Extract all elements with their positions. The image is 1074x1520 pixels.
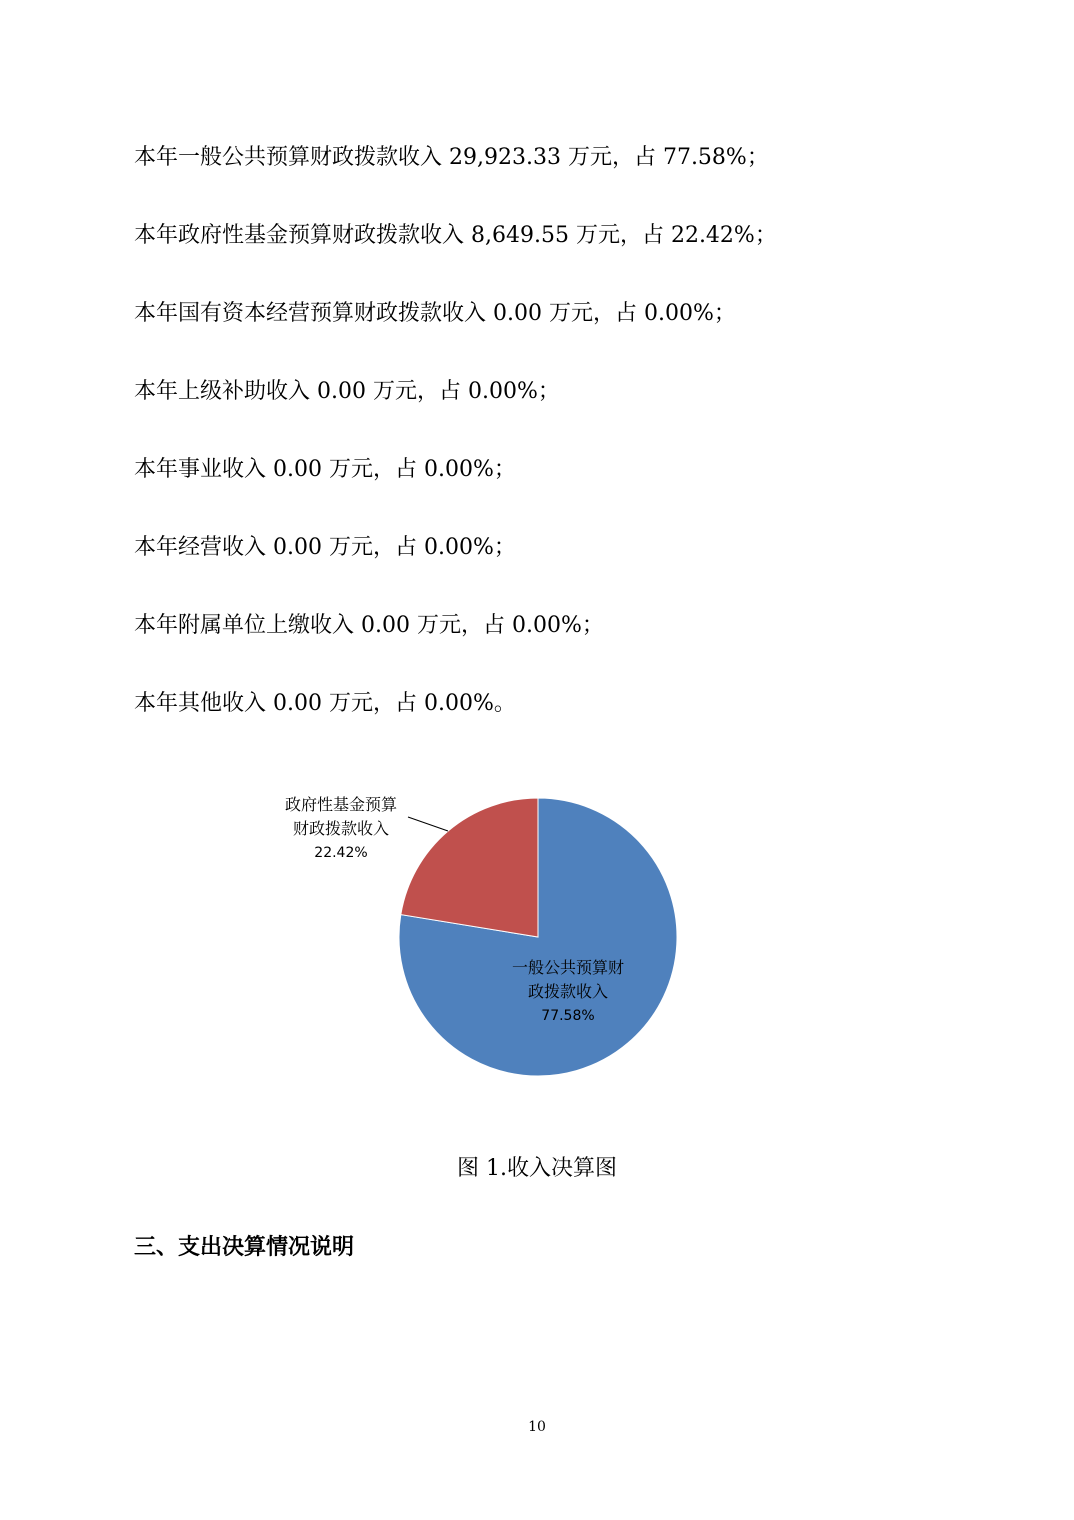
leader-line bbox=[408, 817, 448, 831]
paragraph-affiliated-unit-income: 本年附属单位上缴收入 0.00 万元，占 0.00%； bbox=[134, 613, 604, 638]
slice-label-general-budget-line-1: 政拨款收入 bbox=[527, 982, 609, 1001]
slice-label-government-fund-line-1: 财政拨款收入 bbox=[292, 819, 390, 838]
paragraph-state-capital-income: 本年国有资本经营预算财政拨款收入 0.00 万元，占 0.00%； bbox=[134, 301, 736, 326]
figure-caption: 图 1.收入决算图 bbox=[457, 1156, 617, 1181]
paragraph-operating-income: 本年经营收入 0.00 万元，占 0.00%； bbox=[134, 535, 516, 560]
page-number: 10 bbox=[528, 1419, 546, 1435]
slice-label-general-budget-line-0: 一般公共预算财 bbox=[511, 958, 625, 977]
paragraph-business-income: 本年事业收入 0.00 万元，占 0.00%； bbox=[134, 457, 516, 482]
slice-label-government-fund-line-0: 政府性基金预算 bbox=[284, 795, 398, 814]
section-heading: 三、支出决算情况说明 bbox=[134, 1235, 355, 1260]
paragraph-superior-subsidy-income: 本年上级补助收入 0.00 万元，占 0.00%； bbox=[134, 379, 560, 404]
slice-label-general-budget-percent: 77.58% bbox=[541, 1008, 595, 1024]
paragraph-other-income: 本年其他收入 0.00 万元，占 0.00%。 bbox=[134, 691, 516, 716]
paragraph-fund-budget-income: 本年政府性基金预算财政拨款收入 8,649.55 万元，占 22.42%； bbox=[134, 223, 777, 248]
paragraph-general-budget-income: 本年一般公共预算财政拨款收入 29,923.33 万元，占 77.58%； bbox=[134, 145, 769, 170]
pie-slice-government-fund bbox=[401, 798, 538, 937]
pie-chart-svg bbox=[250, 780, 810, 1100]
slice-label-government-fund-percent: 22.42% bbox=[314, 845, 368, 861]
income-pie-chart bbox=[250, 780, 810, 1100]
